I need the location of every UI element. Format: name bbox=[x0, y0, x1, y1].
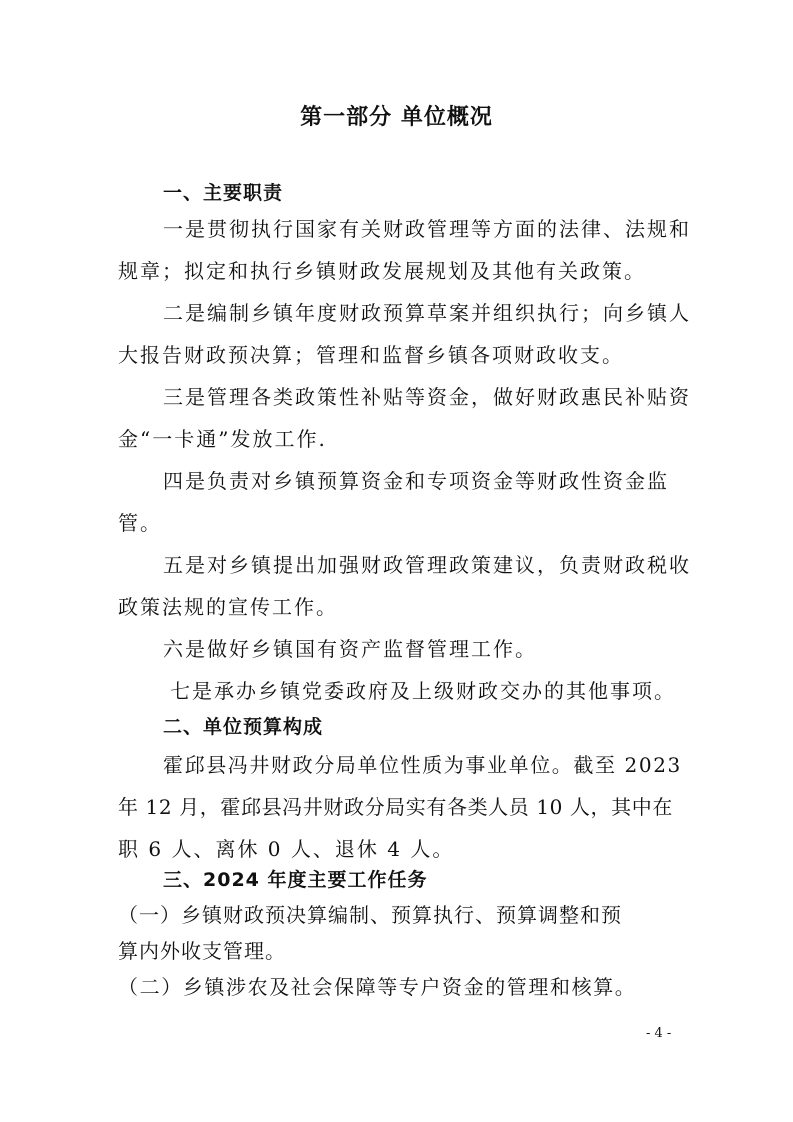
paragraph-line: 大报告财政预决算；管理和监督乡镇各项财政收支。 bbox=[118, 343, 624, 367]
paragraph-line: 霍邱县冯井财政分局单位性质为事业单位。截至 2023 bbox=[163, 753, 682, 777]
paragraph-line: 六是做好乡镇国有资产监督管理工作。 bbox=[163, 637, 537, 661]
paragraph-line: 政策法规的宣传工作。 bbox=[118, 595, 338, 619]
paragraph-line: 四是负责对乡镇预算资金和专项资金等财政性资金监 bbox=[163, 469, 669, 493]
paragraph-line: 年 12 月，霍邱县冯井财政分局实有各类人员 10 人，其中在 bbox=[118, 795, 673, 819]
paragraph-line: 一是贯彻执行国家有关财政管理等方面的法律、法规和 bbox=[163, 217, 691, 241]
paragraph-line: 五是对乡镇提出加强财政管理政策建议，负责财政税收 bbox=[163, 553, 691, 577]
paragraph-line: 七是承办乡镇党委政府及上级财政交办的其他事项。 bbox=[170, 679, 676, 703]
paragraph-line: 算内外收支管理。 bbox=[118, 939, 286, 963]
section-heading-tasks: 三、2024 年度主要工作任务 bbox=[163, 869, 428, 891]
paragraph-line: 管。 bbox=[118, 511, 162, 535]
paragraph-line: （一）乡镇财政预决算编制、预算执行、预算调整和预 bbox=[118, 903, 622, 927]
page-title: 第一部分 单位概况 bbox=[300, 105, 493, 130]
paragraph-line: 规章；拟定和执行乡镇财政发展规划及其他有关政策。 bbox=[118, 259, 646, 283]
paragraph-line: 二是编制乡镇年度财政预算草案并组织执行；向乡镇人 bbox=[163, 301, 691, 325]
section-heading-duties: 一、主要职责 bbox=[163, 182, 284, 204]
paragraph-line: 金“一卡通”发放工作. bbox=[118, 427, 327, 451]
paragraph-line: 三是管理各类政策性补贴等资金，做好财政惠民补贴资 bbox=[163, 385, 691, 409]
section-heading-budget: 二、单位预算构成 bbox=[163, 716, 324, 738]
page-number: - 4 - bbox=[646, 1026, 672, 1041]
paragraph-line: （二）乡镇涉农及社会保障等专户资金的管理和核算。 bbox=[118, 975, 637, 999]
paragraph-line: 职 6 人、离休 0 人、退休 4 人。 bbox=[118, 837, 455, 861]
